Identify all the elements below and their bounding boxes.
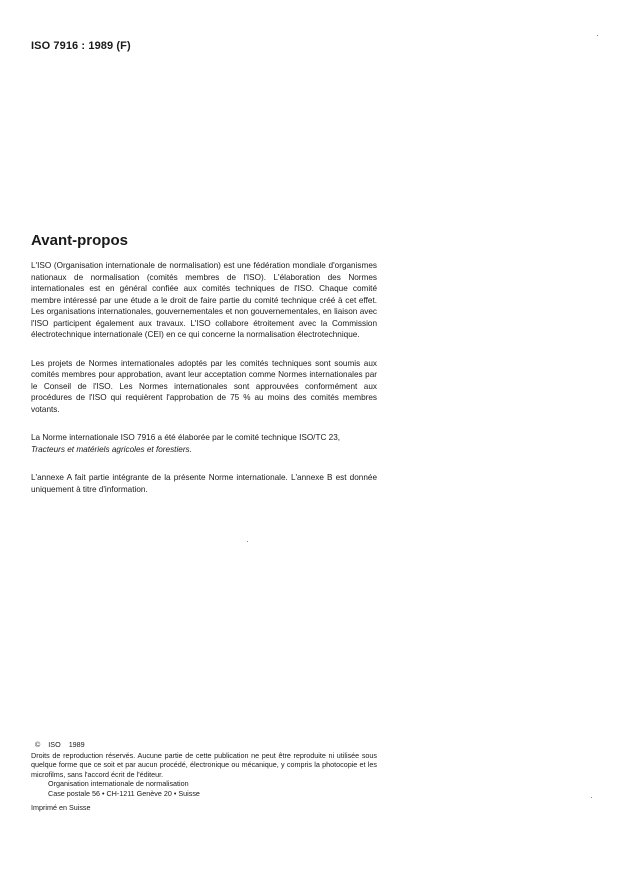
paragraph-annexes: L'annexe A fait partie intégrante de la présente Norme internationale. L'annexe B est donnée uniquement à titre d'information.	[31, 473, 377, 494]
scan-speck	[591, 797, 592, 798]
copyright-line	[35, 740, 377, 750]
scan-speck	[597, 35, 598, 36]
printed-in: Imprimé en Suisse	[31, 802, 91, 812]
paragraph-approval: Les projets de Normes internationales adoptés par les comités techniques sont soumis aux comités membres pour approbation, avant leur acceptation comme Normes internationales par le Conseil de l'ISO. Les Normes internationales sont approuvées conformément aux procédures de l'ISO qui requièrent l'approbation de 75 % au moins des comités membres votants.	[31, 358, 377, 414]
copyright-block	[31, 740, 377, 812]
committee-text: La Norme internationale ISO 7916 a été élaborée par le comité technique ISO/TC 23,	[31, 433, 341, 442]
address-line-2: Case postale 56 • CH-1211 Genève 20 • Suisse	[48, 788, 200, 798]
foreword-body	[31, 260, 377, 495]
paragraph-committee	[31, 432, 377, 455]
copyright-org: ISO	[48, 740, 61, 749]
committee-name: Tracteurs et matériels agricoles et forestiers.	[31, 444, 192, 454]
page-title: Avant-propos	[31, 232, 128, 249]
copyright-notice: Droits de reproduction réservés. Aucune partie de cette publication ne peut être reproduite ni utilisée sous quelque forme que ce soit et par aucun procédé, électronique ou mécanique, y compris la photocopie et les microfilms, sans l'accord écrit de l'éditeur.	[31, 750, 377, 779]
scan-speck	[247, 541, 248, 542]
copyright-symbol: ©	[35, 740, 41, 749]
document-id: ISO 7916 : 1989 (F)	[31, 40, 131, 52]
address-line-1: Organisation internationale de normalisation	[48, 779, 189, 789]
copyright-year: 1989	[68, 740, 85, 749]
paragraph-iso-intro: L'ISO (Organisation internationale de normalisation) est une fédération mondiale d'organismes nationaux de normalisation (comités membres de l'ISO). L'élaboration des Normes internationales est en général confiée aux comités techniques de l'ISO. Chaque comité membre intéressé par une étude a le droit de faire partie du comité technique créé à cet effet. Les organisations internationales, gouvernementales et non gouvernementales, en liaison avec l'ISO participent également aux travaux. L'ISO collabore étroitement avec la Commission électrotechnique internationale (CEI) en ce qui concerne la normalisation électrotechnique.	[31, 261, 377, 339]
